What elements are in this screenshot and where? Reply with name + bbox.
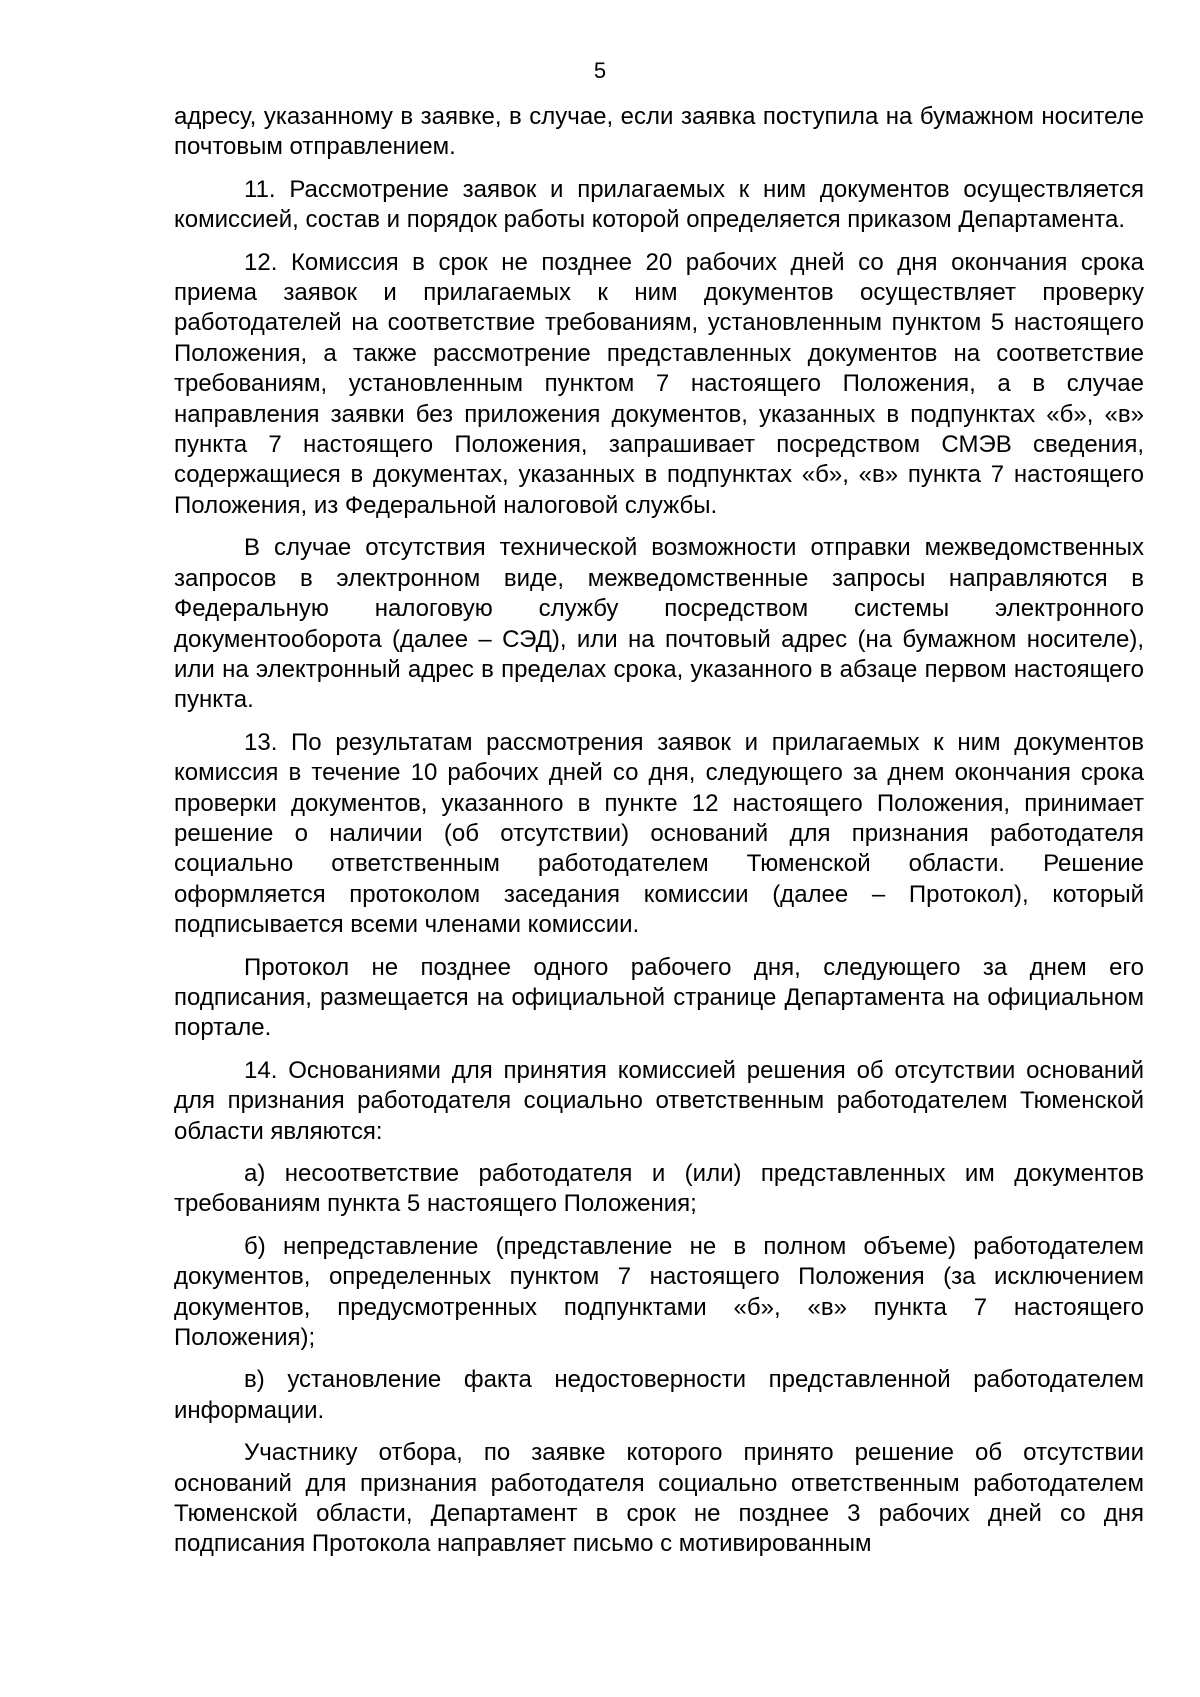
paragraph-item-12-tech: В случае отсутствия технической возможности отправки межведомственных запросов в электронном виде, межведомственные запросы направляются в Федеральную налоговую службу посредством системы электронного документооборота (далее – СЭД), или на почтовый адрес (на бумажном носителе), или на электронный адрес в пределах срока, указанного в абзаце первом настоящего пункта.: [174, 534, 1144, 714]
paragraph-participant: Участнику отбора, по заявке которого принято решение об отсутствии оснований для признания работодателя социально ответственным работодателем Тюменской области, Департамент в срок не позднее 3 рабочих дней со дня подписания Протокола направляет письмо с мотивированным: [174, 1439, 1144, 1558]
document-body: [174, 102, 1144, 1572]
page-number: 5: [593, 58, 607, 83]
paragraph-protocol: Протокол не позднее одного рабочего дня, следующего за днем его подписания, размещается на официальной странице Департамента на официальном портале.: [174, 953, 1144, 1042]
paragraph-subitem-b: б) непредставление (представление не в полном объеме) работодателем документов, определенных пунктом 7 настоящего Положения (за исключением документов, предусмотренных подпунктами «б», «в» пункта 7 настоящего Положения);: [174, 1232, 1144, 1352]
paragraph-item-12: 12. Комиссия в срок не позднее 20 рабочих дней со дня окончания срока приема заявок и прилагаемых к ним документов осуществляет проверку работодателей на соответствие требованиям, установленным пунктом 5 настоящего Положения, а также рассмотрение представленных документов на соответствие требованиям, установленным пунктом 7 настоящего Положения, а в случае направления заявки без приложения документов, указанных в подпунктах «б», «в» пункта 7 настоящего Положения, запрашивает посредством СМЭВ сведения, содержащиеся в документах, указанных в подпунктах «б», «в» пункта 7 настоящего Положения, из Федеральной налоговой службы.: [174, 248, 1144, 519]
paragraph-item-14: 14. Основаниями для принятия комиссией решения об отсутствии оснований для признания работодателя социально ответственным работодателем Тюменской области являются:: [174, 1056, 1144, 1145]
paragraph-continuation: адресу, указанному в заявке, в случае, если заявка поступила на бумажном носителе почтовым отправлением.: [174, 103, 1144, 161]
paragraph-item-13: 13. По результатам рассмотрения заявок и прилагаемых к ним документов комиссия в течение 10 рабочих дней со дня, следующего за днем окончания срока проверки документов, указанного в пункте 12 настоящего Положения, принимает решение о наличии (об отсутствии) оснований для признания работодателя социально ответственным работодателем Тюменской области. Решение оформляется протоколом заседания комиссии (далее – Протокол), который подписывается всеми членами комиссии.: [174, 728, 1144, 939]
paragraph-subitem-a: а) несоответствие работодателя и (или) представленных им документов требованиям пункта 5 настоящего Положения;: [174, 1160, 1144, 1218]
paragraph-item-11: 11. Рассмотрение заявок и прилагаемых к ним документов осуществляется комиссией, состав и порядок работы которой определяется приказом Департамента.: [174, 175, 1144, 234]
paragraph-subitem-v: в) установление факта недостоверности представленной работодателем информации.: [174, 1366, 1144, 1424]
